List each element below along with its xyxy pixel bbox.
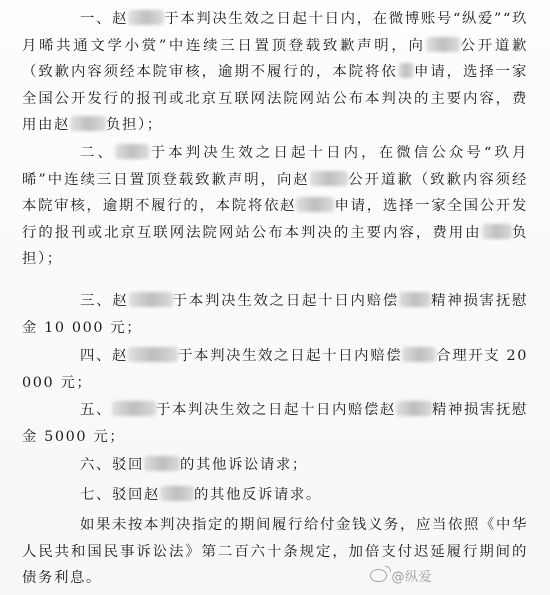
- judgment-item-4: [22, 343, 528, 396]
- item-6-text-1: 的其他诉讼请求；: [179, 457, 308, 473]
- item-1-text-1: 于本判决生效之日起十日内，在微博账号“纵爱”“玖月晞共通文学小赏”中连续三日置顶登载致歉声明，向: [22, 11, 528, 54]
- item-1-text-3: 申请，选择一家全国公开发行的报刊或北京互联网法院网站公布本判决的主要内容，费用由赵: [22, 64, 528, 134]
- watermark-text: @纵爱: [391, 570, 432, 585]
- closing-text: 如果未按本判决指定的期间履行给付金钱义务，应当依照《中华人民共和国民事诉讼法》第二百六十条规定，加倍支付迟延履行期间的债务利息。: [22, 517, 528, 587]
- redacted-name: [115, 144, 149, 159]
- redacted-name: [310, 171, 348, 186]
- item-5-text-1: 于本判决生效之日起十日内赔偿赵: [156, 402, 396, 418]
- weibo-icon: [370, 569, 387, 582]
- item-7-text-1: 的其他反诉请求。: [193, 487, 322, 503]
- item-5-text-2: 精神损害抚慰金 5000 元；: [22, 402, 528, 445]
- judgment-closing-paragraph: [22, 512, 528, 592]
- item-2-text-2: 公开道歉（致歉内容须经本院审核，逾期不履行的，本院将依赵: [22, 171, 528, 215]
- redacted-name: [426, 37, 460, 52]
- redacted-name: [70, 116, 106, 131]
- redacted-name: [112, 401, 156, 416]
- item-4-lead: 四、赵: [80, 348, 129, 364]
- item-5-lead: 五、: [80, 402, 112, 418]
- judgment-item-5: [22, 397, 528, 450]
- redacted-name: [482, 224, 512, 239]
- redacted-name: [398, 63, 414, 78]
- judgment-item-6: [22, 452, 528, 479]
- item-4-text-2: 合理开支 20 000 元；: [22, 348, 529, 391]
- redacted-name: [144, 456, 180, 471]
- item-2-text-4: 负担）；: [22, 224, 528, 268]
- item-2-text-1: 于本判决生效之日起十日内，在微信公众号“玖月晞”中连续三日置顶登载致歉声明，向赵: [22, 145, 529, 188]
- redacted-name: [128, 10, 164, 25]
- redacted-name: [129, 292, 173, 307]
- weibo-watermark: [370, 566, 432, 585]
- redacted-name: [396, 401, 432, 416]
- redacted-name: [296, 197, 334, 212]
- item-3-text-2: 精神损害抚慰金 10 000 元；: [22, 293, 528, 336]
- item-3-text-1: 于本判决生效之日起十日内赔偿: [172, 293, 399, 309]
- redacted-name: [402, 347, 436, 362]
- item-7-lead: 七、驳回赵: [80, 487, 160, 503]
- judgment-item-1: [22, 6, 528, 139]
- item-4-text-1: 于本判决生效之日起十日内赔偿: [178, 348, 403, 364]
- judgment-item-7: [22, 482, 528, 509]
- judgment-item-2: [22, 140, 528, 273]
- item-1-text-2: 公开道歉（致歉内容须经本院审核，逾期不履行的，本院将依: [22, 37, 528, 81]
- item-6-lead: 六、驳回: [80, 457, 144, 473]
- item-2-lead: 二、: [80, 145, 116, 161]
- item-1-text-4: 负担）；: [105, 117, 163, 134]
- item-1-lead: 一、赵: [80, 11, 129, 27]
- redacted-name: [399, 292, 431, 307]
- judgment-item-3: [22, 288, 528, 341]
- redacted-name: [128, 347, 178, 362]
- item-2-text-3: 申请，选择一家全国公开发行的报刊或北京互联网法院网站公布本判决的主要内容，费用由: [22, 198, 528, 241]
- redacted-name: [160, 486, 194, 501]
- item-3-lead: 三、赵: [80, 293, 129, 309]
